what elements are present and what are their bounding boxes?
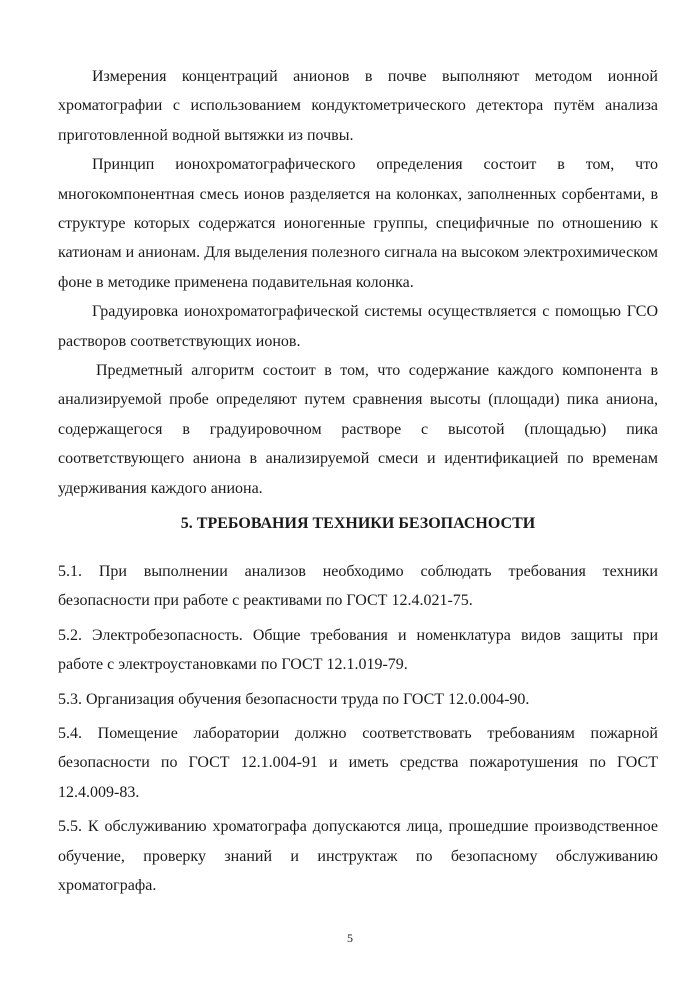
page-number: 5 [347,931,353,945]
intro-text [58,62,658,503]
safety-item-5-3: 5.3. Организация обучения безопасности труда по ГОСТ 12.0.004-90. [58,690,530,708]
intro-paragraph-3: Градуировка ионохроматографической системы осуществляется с помощью ГСО растворов соответствующих ионов. [58,303,658,350]
safety-item-5-5: 5.5. К обслуживанию хроматографа допускаются лица, прошедшие производственное обучение, проверку знаний и инструктаж по безопасному обслуживанию хроматографа. [58,818,658,895]
safety-item-5-4: 5.4. Помещение лаборатории должно соответствовать требованиям пожарной безопасности по ГОСТ 12.1.004-91 и иметь средства пожаротушения по ГОСТ 12.4.009-83. [58,725,658,801]
intro-paragraph-4: Предметный алгоритм состоит в том, что содержание каждого компонента в анализируемой пробе определяют путем сравнения высоты (площади) пика аниона, содержащегося в градуировочном растворе с высотой (площадью) пика соответствующего аниона в анализируемой смеси и идентификацией по временам удерживания каждого аниона. [58,362,658,497]
section-heading: 5. ТРЕБОВАНИЯ ТЕХНИКИ БЕЗОПАСНОСТИ [180,515,536,532]
intro-paragraph-1: Измерения концентраций анионов в почве выполняют методом ионной хроматографии с использованием кондуктометрического детектора путём анализа приготовленной водной вытяжки из почвы. [58,68,658,144]
intro-paragraph-2: Принцип ионохроматографического определения состоит в том, что многокомпонентная смесь ионов разделяется на колонках, заполненных сорбентами, в структуре которых содержатся ионогенные группы, специфичные по отношению к катионам и анионам. Для выделения полезного сигнала на высоком электрохимическом фоне в методике применена подавительная колонка. [58,156,658,291]
safety-requirements-list [58,557,658,905]
safety-item-5-2: 5.2. Электробезопасность. Общие требования и номенклатура видов защиты при работе с электроустановками по ГОСТ 12.1.019-79. [58,626,658,674]
safety-item-5-1: 5.1. При выполнении анализов необходимо соблюдать требования техники безопасности при работе с реактивами по ГОСТ 12.4.021-75. [58,563,658,610]
